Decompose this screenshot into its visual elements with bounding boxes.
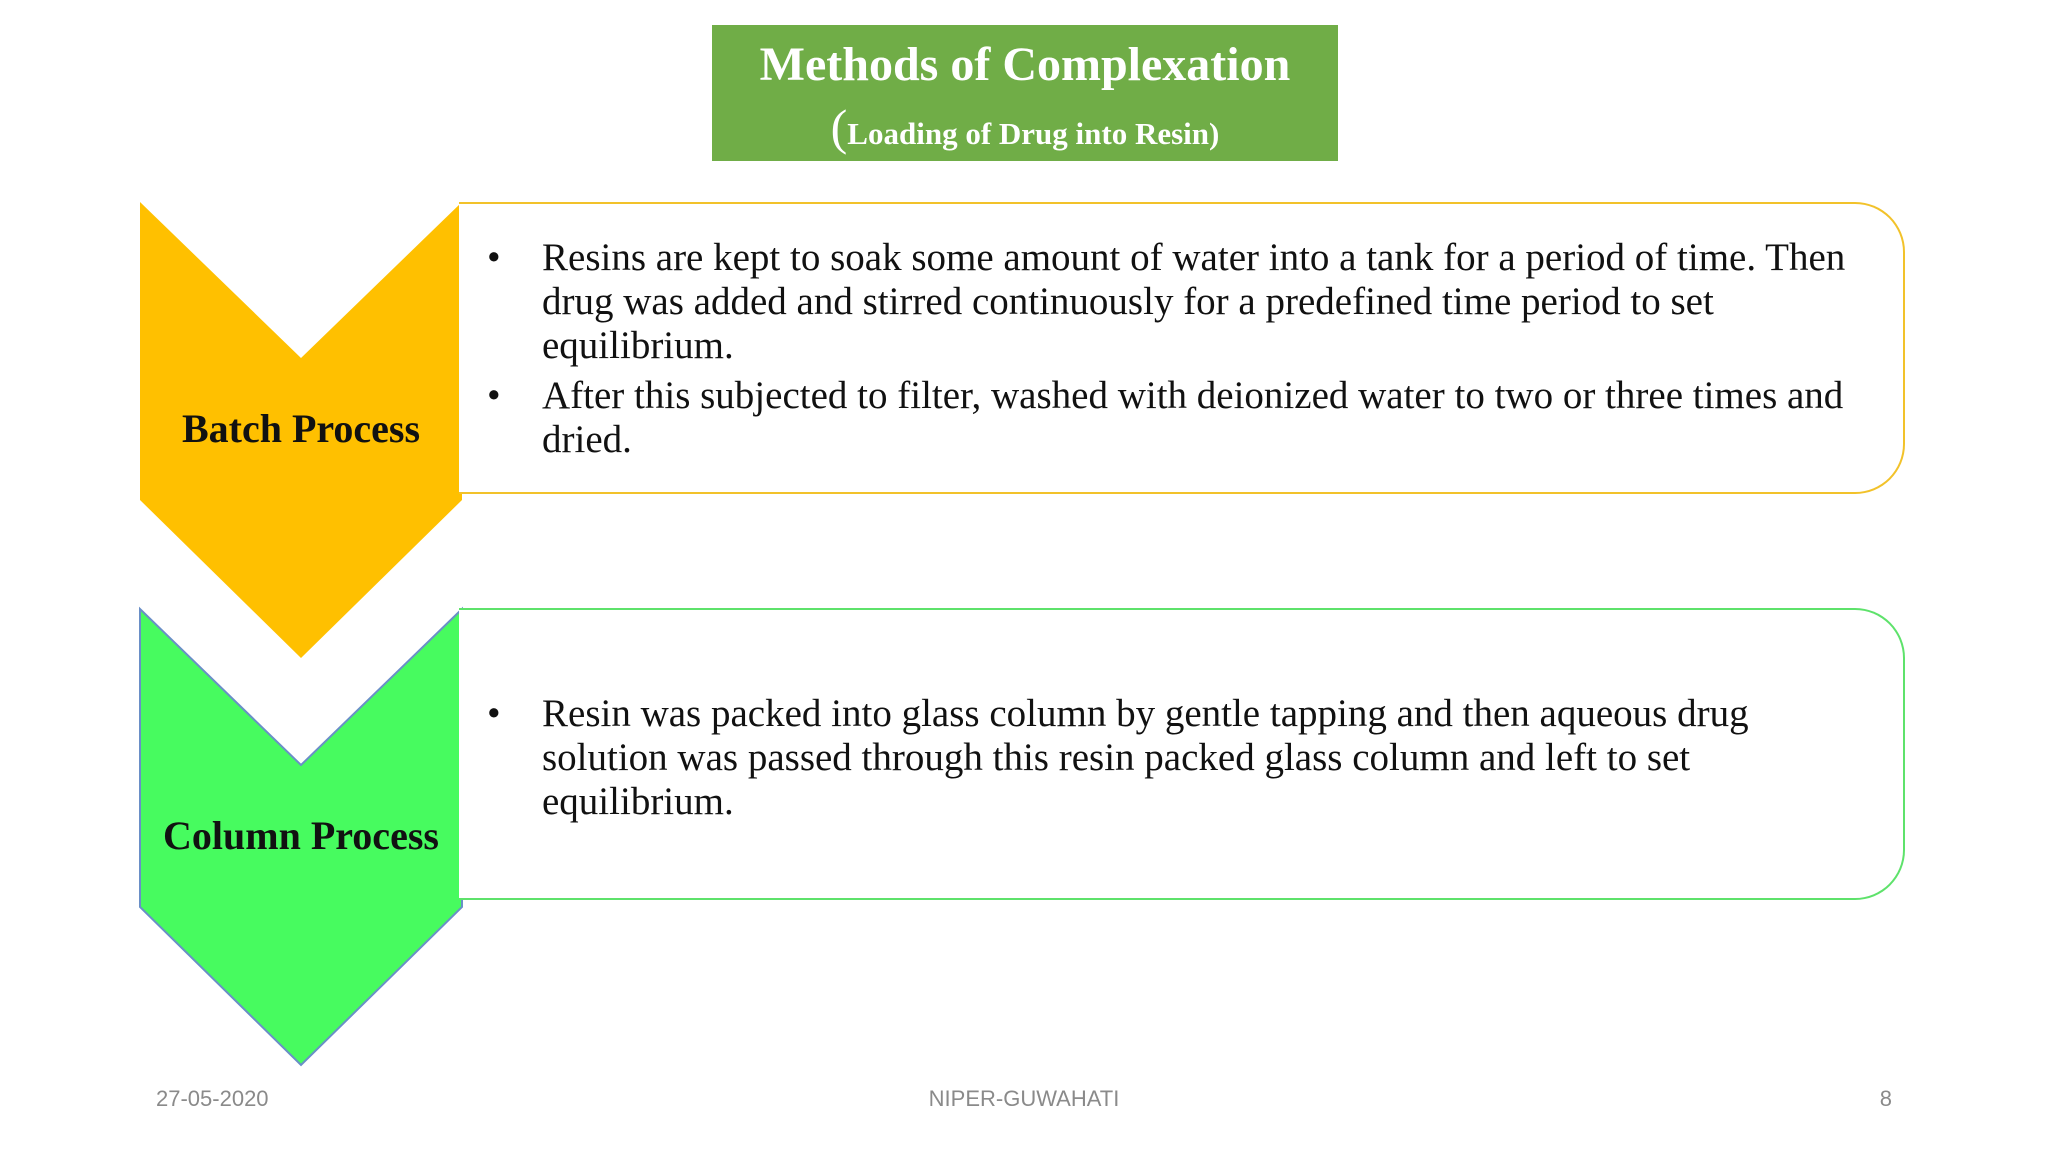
column-process-label: Column Process	[163, 813, 439, 858]
bullet-text: Resins are kept to soak some amount of water into a tank for a period of time. Then drug was added and stirred continuously for a predefined time period to set equilibrium.	[542, 236, 1846, 367]
bullet-text: Resin was packed into glass column by gentle tapping and then aqueous drug solution was passed through this resin packed glass column and left to set equilibrium.	[542, 692, 1749, 823]
list-item	[481, 374, 1873, 462]
bullet-text: After this subjected to filter, washed with deionized water to two or three times and dried.	[542, 374, 1844, 461]
list-item	[481, 236, 1873, 368]
slide-subtitle	[712, 99, 1338, 168]
batch-process-panel	[459, 202, 1905, 494]
bullet-marker: •	[487, 692, 501, 735]
subtitle-text: Loading of Drug into Resin)	[847, 116, 1220, 151]
slide-title: Methods of Complexation	[759, 38, 1291, 91]
column-chevron	[138, 607, 464, 1067]
subtitle-paren: (	[830, 99, 848, 155]
bullet-marker: •	[487, 236, 501, 279]
footer-organization: NIPER-GUWAHATI	[928, 1086, 1120, 1111]
batch-chevron	[138, 200, 464, 660]
slide-number: 8	[1879, 1086, 1892, 1111]
list-item	[481, 692, 1873, 824]
batch-process-label: Batch Process	[181, 406, 421, 451]
bullet-marker: •	[487, 374, 501, 417]
footer-date: 27-05-2020	[156, 1086, 269, 1111]
batch-bullet-list	[481, 236, 1873, 468]
title-box	[712, 25, 1338, 161]
column-bullet-list	[481, 692, 1873, 830]
column-process-panel	[459, 608, 1905, 900]
